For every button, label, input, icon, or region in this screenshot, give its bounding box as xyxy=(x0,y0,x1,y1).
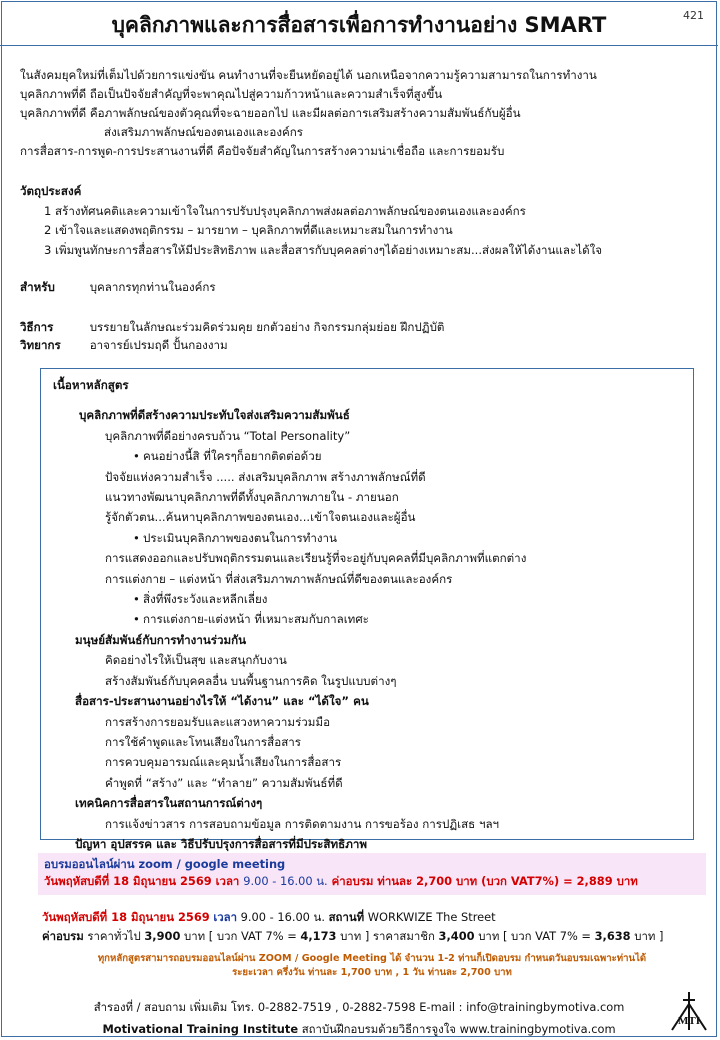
onsite-time: 9.00 - 16.00 น. xyxy=(240,910,325,924)
online-schedule xyxy=(44,873,700,890)
online-fee: 2,700 บาท xyxy=(416,874,478,888)
content-heading: เทคนิคการสื่อสารในสถานการณ์ต่างๆ xyxy=(75,796,263,811)
content-bullet: • สิ่งที่พึงระวังและหลีกเลี่ยง xyxy=(53,589,685,609)
online-date: วันพฤหัสบดีที่ 18 มิถุนายน 2569 xyxy=(44,874,212,888)
speaker-label: วิทยากร xyxy=(20,338,61,352)
intro-line: การสื่อสาร-การพูด-การประสานงานที่ดี คือปัจจัยสำคัญในการสร้างความน่าเชื่อถือ และการยอมรับ xyxy=(20,144,505,158)
content-item: บุคลิกภาพที่ดีอย่างครบถ้วน “Total Personality” xyxy=(105,428,351,443)
content-item: แนวทางพัฒนาบุคลิกภาพที่ดีทั้งบุคลิกภาพภายใน - ภายนอก xyxy=(105,490,399,505)
onsite-date: วันพฤหัสบดีที่ 18 มิถุนายน 2569 xyxy=(42,910,210,924)
onsite-venue: WORKWIZE The Street xyxy=(367,910,496,924)
content-item: การใช้คำพูดและโทนเสียงในการสื่อสาร xyxy=(105,734,302,749)
general-vat-post: บาท ] xyxy=(340,929,370,943)
org-name: Motivational Training Institute xyxy=(102,1022,299,1036)
objectives-section xyxy=(20,182,710,260)
note-line: ทุกหลักสูตรสามารถอบรมออนไลน์ผ่าน ZOOM / Google Meeting ได้ จำนวน 1-2 ท่านก็เปิดอบรม กำหนดวันอบรมเฉพาะท่านได้ xyxy=(97,953,647,964)
objective-item: 2 เข้าใจและแสดงพฤติกรรม – มารยาท – บุคลิกภาพที่ดีและเหมาะสมในการทำงาน xyxy=(44,223,453,237)
online-fee-label: ค่าอบรม ท่านละ xyxy=(331,874,413,888)
intro-line: บุคลิกภาพที่ดี คือภาพลักษณ์ของตัวคุณที่จะฉายออกไป และมีผลต่อการเสริมสร้างความสัมพันธ์กับผู้อื่น xyxy=(20,106,521,120)
note-line: ระยะเวลา ครึ่งวัน ท่านละ 1,700 บาท , 1 วัน ท่านละ 2,700 บาท xyxy=(232,967,512,978)
header xyxy=(0,0,718,46)
onsite-schedule xyxy=(42,908,712,927)
onsite-training xyxy=(42,908,712,946)
website-link[interactable]: www.trainingbymotiva.com xyxy=(459,1022,616,1036)
content-item: ปัจจัยแห่งความสำเร็จ ..... ส่งเสริมบุคลิกภาพ สร้างภาพลักษณ์ที่ดี xyxy=(105,469,426,484)
course-content-lines xyxy=(53,405,685,854)
online-time: 9.00 - 16.00 น. xyxy=(243,874,328,888)
content-item: การแจ้งข่าวสาร การสอบถามข้อมูล การติดตามงาน การขอร้อง การปฏิเสธ ฯลฯ xyxy=(105,816,500,831)
online-fee-vat: (บวก VAT7%) = 2,889 บาท xyxy=(481,874,638,888)
content-heading: บุคลิกภาพที่ดีสร้างความประทับใจส่งเสริมความสัมพันธ์ xyxy=(79,408,350,423)
method-row xyxy=(20,318,444,336)
course-content-title: เนื้อหาหลักสูตร xyxy=(53,378,129,392)
speaker-value: อาจารย์เปรมฤดี ปั้นกองงาม xyxy=(89,338,228,352)
objective-item: 1 สร้างทัศนคติและความเข้าใจในการปรับปรุงบุคลิกภาพส่งผลต่อภาพลักษณ์ของตนเองและองค์กร xyxy=(44,203,526,218)
course-content xyxy=(53,375,685,854)
method-label: วิธีการ xyxy=(20,320,54,334)
intro-line: บุคลิกภาพที่ดี ถือเป็นปัจจัยสำคัญที่จะพาคุณไปสู่ความก้าวหน้าและความสำเร็จที่สูงขึ้น xyxy=(20,87,443,101)
member-vat: 3,638 xyxy=(594,929,631,943)
content-item: การแสดงออกและปรับพฤติกรรมตนและเรียนรู้ที่จะอยู่กับบุคคลที่มีบุคลิกภาพที่แตกต่าง xyxy=(105,551,527,566)
intro-line: ส่งเสริมภาพลักษณ์ของตนเองและองค์กร xyxy=(104,125,303,139)
objective-item: 3 เพิ่มพูนทักษะการสื่อสารให้มีประสิทธิภาพ และสื่อสารกับบุคคลต่างๆได้อย่างเหมาะสม...ส่งผลให้ได้งานและได้ใจ xyxy=(44,242,603,257)
member-price: 3,400 xyxy=(438,929,475,943)
onsite-venue-label: สถานที่ xyxy=(328,910,365,924)
member-vat-post: บาท ] xyxy=(634,929,664,943)
online-title: อบรมออนไลน์ผ่าน zoom / google meeting xyxy=(44,857,286,871)
content-item: การสร้างการยอมรับและแสวงหาความร่วมมือ xyxy=(105,714,331,729)
speaker-row xyxy=(20,336,444,354)
method-block xyxy=(20,318,444,354)
intro-line: ในสังคมยุคใหม่ที่เต็มไปด้วยการแข่งขัน คนทำงานที่จะยืนหยัดอยู่ได้ นอกเหนือจากความรู้ความสามารถในการทำงาน xyxy=(20,68,597,82)
content-heading: ปัญหา อุปสรรค และ วิธีปรับปรุงการสื่อสารที่มีประสิทธิภาพ xyxy=(75,836,367,851)
content-bullet: • คนอย่างนี้สิ ที่ใครๆก็อยากติดต่อด้วย xyxy=(53,446,685,466)
onsite-fee xyxy=(42,927,712,946)
content-bullet: • การแต่งกาย-แต่งหน้า ที่เหมาะสมกับกาลเทศะ xyxy=(53,609,685,629)
org-thai-name: สถาบันฝึกอบรมด้วยวิธีการจูงใจ xyxy=(301,1022,456,1036)
contact-info: สำรองที่ / สอบถาม เพิ่มเติม โทร. 0-2882-7519 , 0-2882-7598 E-mail : info@trainingbymotiva.com xyxy=(93,1000,625,1014)
audience-label: สำหรับ xyxy=(20,280,55,294)
onsite-time-label: เวลา xyxy=(213,910,237,924)
content-item: การแต่งกาย – แต่งหน้า ที่ส่งเสริมภาพภาพลักษณ์ที่ดีของตนและองค์กร xyxy=(105,571,453,586)
general-vat: 4,173 xyxy=(300,929,337,943)
general-price: 3,900 xyxy=(144,929,181,943)
general-price-label: ราคาทั่วไป xyxy=(87,929,141,943)
content-item: การควบคุมอารมณ์และคุมน้ำเสียงในการสื่อสาร xyxy=(105,755,342,770)
content-item: คำพูดที่ “สร้าง” และ “ทำลาย” ความสัมพันธ์ที่ดี xyxy=(105,775,343,790)
page-title: บุคลิกภาพและการสื่อสารเพื่อการทำงานอย่าง SMART xyxy=(111,13,607,37)
audience-value: บุคลากรทุกท่านในองค์กร xyxy=(89,280,216,294)
org-info xyxy=(0,1018,718,1040)
content-bullet: • ประเมินบุคลิกภาพของตนในการทำงาน xyxy=(53,528,685,548)
logo-text: MTI xyxy=(678,1015,700,1027)
content-heading: สื่อสาร-ประสานงานอย่างไรให้ “ได้งาน” และ “ได้ใจ” คน xyxy=(75,694,369,709)
general-vat-pre: บาท [ บวก VAT 7% = xyxy=(184,929,297,943)
onsite-fee-label: ค่าอบรม xyxy=(42,929,84,943)
online-training-box xyxy=(38,853,706,895)
content-item: รู้จักตัวตน...ค้นหาบุคลิกภาพของตนเอง...เข้าใจตนเองและผู้อื่น xyxy=(105,510,416,525)
audience-row xyxy=(20,279,216,297)
method-value: บรรยายในลักษณะร่วมคิดร่วมคุย ยกตัวอย่าง กิจกรรมกลุ่มย่อย ฝึกปฏิบัติ xyxy=(89,320,445,334)
intro-section xyxy=(20,66,710,161)
member-vat-pre: บาท [ บวก VAT 7% = xyxy=(478,929,591,943)
online-time-label: เวลา xyxy=(215,874,240,888)
online-note xyxy=(38,952,706,980)
member-price-label: ราคาสมาชิก xyxy=(372,929,435,943)
content-item: คิดอย่างไรให้เป็นสุข และสนุกกับงาน xyxy=(105,653,287,668)
objectives-heading: วัตถุประสงค์ xyxy=(20,184,82,198)
mti-logo xyxy=(668,990,710,1034)
footer xyxy=(0,996,718,1040)
page-number: 421 xyxy=(683,9,704,22)
content-heading: มนุษย์สัมพันธ์กับการทำงานร่วมกัน xyxy=(75,632,247,647)
content-item: สร้างสัมพันธ์กับบุคคลอื่น บนพื้นฐานการคิด ในรูปแบบต่างๆ xyxy=(105,673,397,688)
course-content-box xyxy=(40,368,694,851)
